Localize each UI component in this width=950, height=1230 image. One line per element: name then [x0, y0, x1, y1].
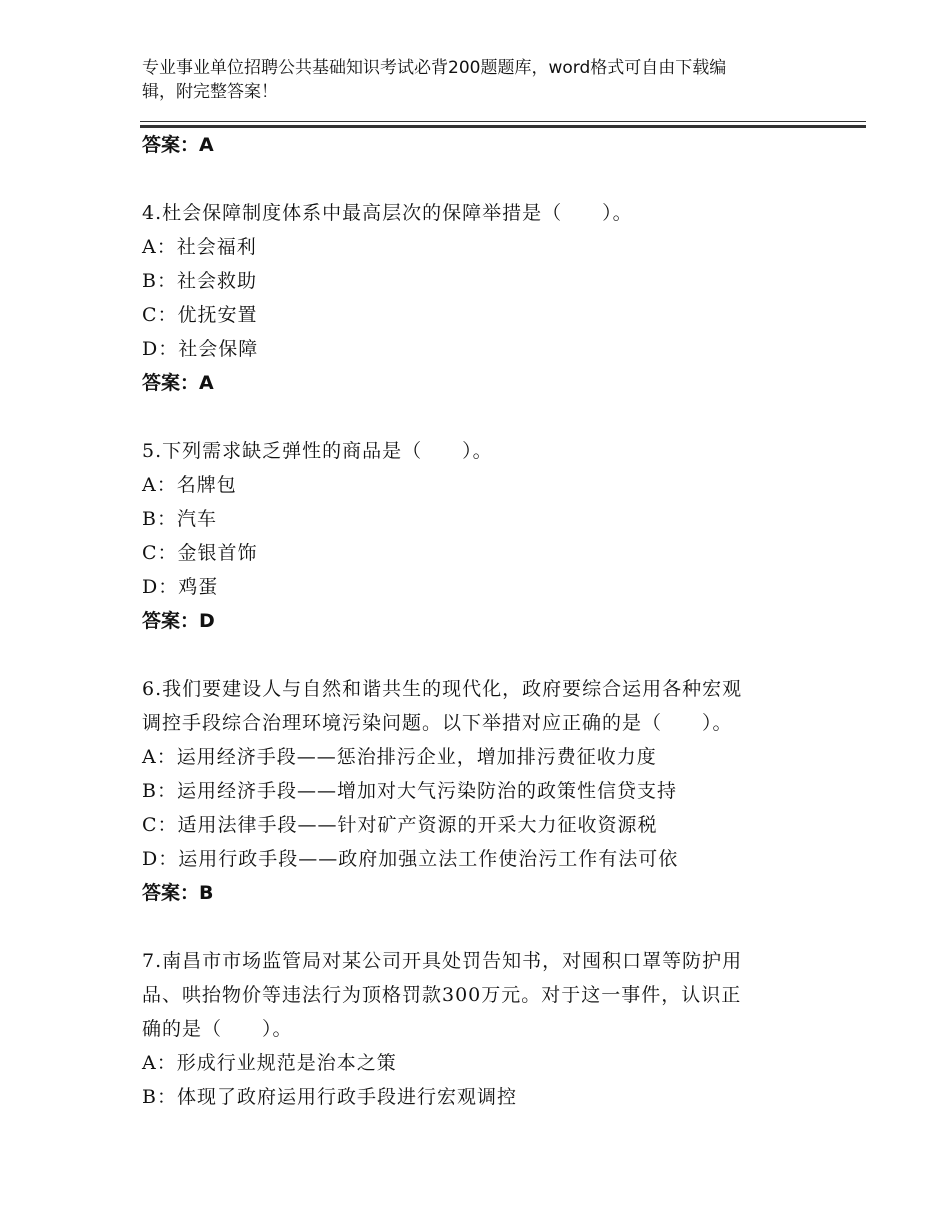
option-c: C：适用法律手段——针对矿产资源的开采大力征收资源税 [142, 814, 658, 836]
answer: 答案：D [142, 610, 215, 632]
option-a: A：名牌包 [142, 474, 237, 496]
option-b: B：体现了政府运用行政手段进行宏观调控 [142, 1086, 517, 1108]
header-divider-thin [140, 121, 866, 122]
answer-prev: 答案：A [142, 134, 214, 156]
page-header [142, 56, 802, 104]
question-stem-line-1: 7.南昌市市场监管局对某公司开具处罚告知书，对囤积口罩等防护用 [142, 950, 743, 972]
answer: 答案：A [142, 372, 214, 394]
option-a: A：形成行业规范是治本之策 [142, 1052, 397, 1074]
answer: 答案：B [142, 882, 214, 904]
option-d: D：鸡蛋 [142, 576, 219, 598]
question-stem: 4.杜会保障制度体系中最高层次的保障举措是（ ）。 [142, 202, 633, 224]
question-5 [142, 434, 812, 638]
header-line-1: 专业事业单位招聘公共基础知识考试必背200题题库，word格式可自由下载编 [142, 58, 727, 78]
option-b: B：运用经济手段——增加对大气污染防治的政策性信贷支持 [142, 780, 677, 802]
option-d: D：运用行政手段——政府加强立法工作使治污工作有法可依 [142, 848, 679, 870]
option-d: D：社会保障 [142, 338, 259, 360]
option-a: A：社会福利 [142, 236, 257, 258]
question-4 [142, 196, 812, 400]
question-stem-line-1: 6.我们要建设人与自然和谐共生的现代化，政府要综合运用各种宏观 [142, 678, 743, 700]
header-line-2: 辑，附完整答案！ [142, 82, 278, 102]
option-c: C：优抚安置 [142, 304, 258, 326]
question-stem-line-3: 确的是（ ）。 [142, 1018, 293, 1040]
option-b: B：社会救助 [142, 270, 257, 292]
option-a: A：运用经济手段——惩治排污企业，增加排污费征收力度 [142, 746, 657, 768]
question-stem-line-2: 品、哄抬物价等违法行为顶格罚款300万元。对于这一事件，认识正 [142, 984, 742, 1006]
question-list [142, 128, 812, 1114]
question-7 [142, 944, 812, 1114]
question-stem-line-2: 调控手段综合治理环境污染问题。以下举措对应正确的是（ ）。 [142, 712, 733, 734]
question-6 [142, 672, 812, 910]
option-c: C：金银首饰 [142, 542, 258, 564]
option-b: B：汽车 [142, 508, 217, 530]
question-stem: 5.下列需求缺乏弹性的商品是（ ）。 [142, 440, 493, 462]
